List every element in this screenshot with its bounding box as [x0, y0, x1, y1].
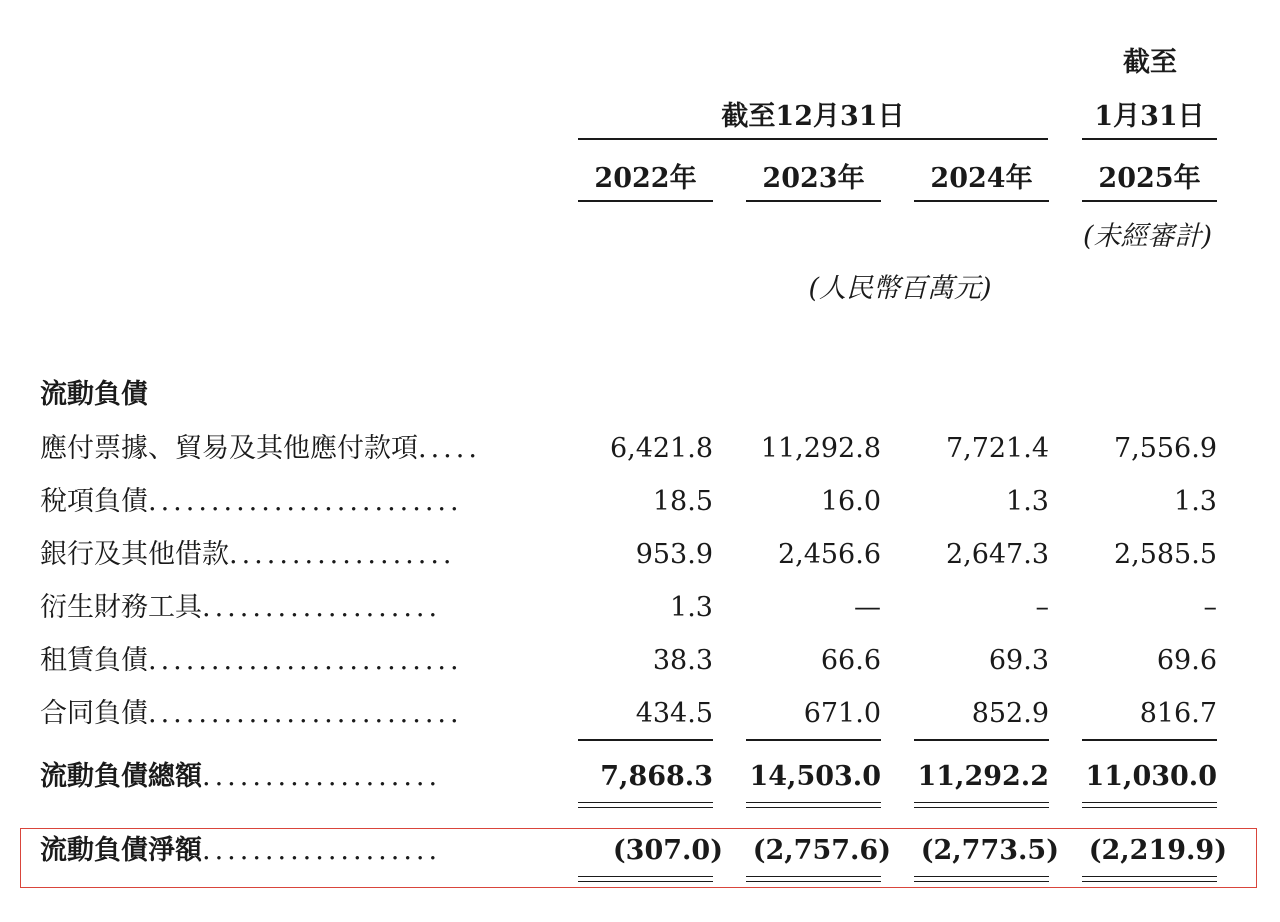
total-2022: 7,868.3: [600, 761, 713, 792]
header-rule-jan: [1082, 138, 1217, 140]
leader-dots: .....: [418, 433, 481, 464]
value-2022: 18.5: [652, 486, 713, 517]
value-2022: 38.3: [652, 645, 713, 676]
total-2023: 14,503.0: [749, 761, 881, 792]
value-2023: 2,456.6: [777, 539, 881, 570]
row-label: 合同負債: [40, 698, 148, 729]
total-double-rule-2024: [914, 802, 1049, 808]
year-rule-2023: [746, 200, 881, 202]
total-double-rule-2022: [578, 802, 713, 808]
value-2024: 852.9: [971, 698, 1049, 729]
year-rule-2025: [1082, 200, 1217, 202]
value-2023: 16.0: [820, 486, 881, 517]
leader-dots: .........................: [148, 645, 463, 676]
net-double-rule-2025: [1082, 876, 1217, 882]
net-double-rule-2024: [914, 876, 1049, 882]
value-2024: 7,721.4: [945, 433, 1049, 464]
year-2023: 2023年: [762, 163, 865, 194]
value-2025: 7,556.9: [1113, 433, 1217, 464]
header-asat-jan: 1月31日: [1094, 101, 1205, 132]
row-label: 稅項負債: [40, 486, 148, 517]
value-2023: —: [854, 592, 881, 623]
net-double-rule-2022: [578, 876, 713, 882]
header-asat-dec: 截至12月31日: [721, 101, 905, 132]
unaudited-note: (未經審計): [1082, 221, 1213, 252]
header-rule-dec: [578, 138, 1048, 140]
net-double-rule-2023: [746, 876, 881, 882]
leader-dots: .........................: [148, 698, 463, 729]
unit-note: (人民幣百萬元): [808, 273, 992, 304]
subtotal-rule-2022: [578, 739, 713, 741]
leader-dots: ...................: [202, 592, 442, 623]
net-2023: (2,757.6): [752, 835, 891, 866]
total-label: 流動負債總額: [40, 761, 202, 792]
value-2025: 1.3: [1174, 486, 1217, 517]
value-2023: 671.0: [803, 698, 881, 729]
total-2024: 11,292.2: [917, 761, 1049, 792]
value-2025: 69.6: [1156, 645, 1217, 676]
value-2025: –: [1203, 592, 1217, 623]
year-rule-2022: [578, 200, 713, 202]
value-2024: –: [1035, 592, 1049, 623]
year-2025: 2025年: [1098, 163, 1201, 194]
net-2022: (307.0): [612, 835, 723, 866]
leader-dots: ...................: [202, 761, 442, 792]
value-2022: 953.9: [635, 539, 713, 570]
value-2025: 816.7: [1139, 698, 1217, 729]
total-double-rule-2025: [1082, 802, 1217, 808]
value-2024: 2,647.3: [945, 539, 1049, 570]
header-asat-top: 截至: [1123, 47, 1177, 78]
net-label: 流動負債淨額: [40, 835, 202, 866]
value-2024: 69.3: [988, 645, 1049, 676]
row-label: 應付票據、貿易及其他應付款項: [40, 433, 418, 464]
value-2024: 1.3: [1006, 486, 1049, 517]
section-title: 流動負債: [40, 379, 148, 410]
net-2025: (2,219.9): [1088, 835, 1227, 866]
total-2025: 11,030.0: [1085, 761, 1217, 792]
subtotal-rule-2024: [914, 739, 1049, 741]
row-label: 租賃負債: [40, 645, 148, 676]
year-rule-2024: [914, 200, 1049, 202]
row-label: 衍生財務工具: [40, 592, 202, 623]
value-2023: 11,292.8: [760, 433, 881, 464]
leader-dots: ...................: [202, 835, 442, 866]
year-2022: 2022年: [594, 163, 697, 194]
value-2023: 66.6: [820, 645, 881, 676]
value-2022: 1.3: [670, 592, 713, 623]
subtotal-rule-2025: [1082, 739, 1217, 741]
value-2022: 434.5: [635, 698, 713, 729]
leader-dots: ..................: [229, 539, 456, 570]
subtotal-rule-2023: [746, 739, 881, 741]
total-double-rule-2023: [746, 802, 881, 808]
value-2025: 2,585.5: [1113, 539, 1217, 570]
leader-dots: .........................: [148, 486, 463, 517]
net-2024: (2,773.5): [920, 835, 1059, 866]
row-label: 銀行及其他借款: [40, 539, 229, 570]
year-2024: 2024年: [930, 163, 1033, 194]
value-2022: 6,421.8: [609, 433, 713, 464]
